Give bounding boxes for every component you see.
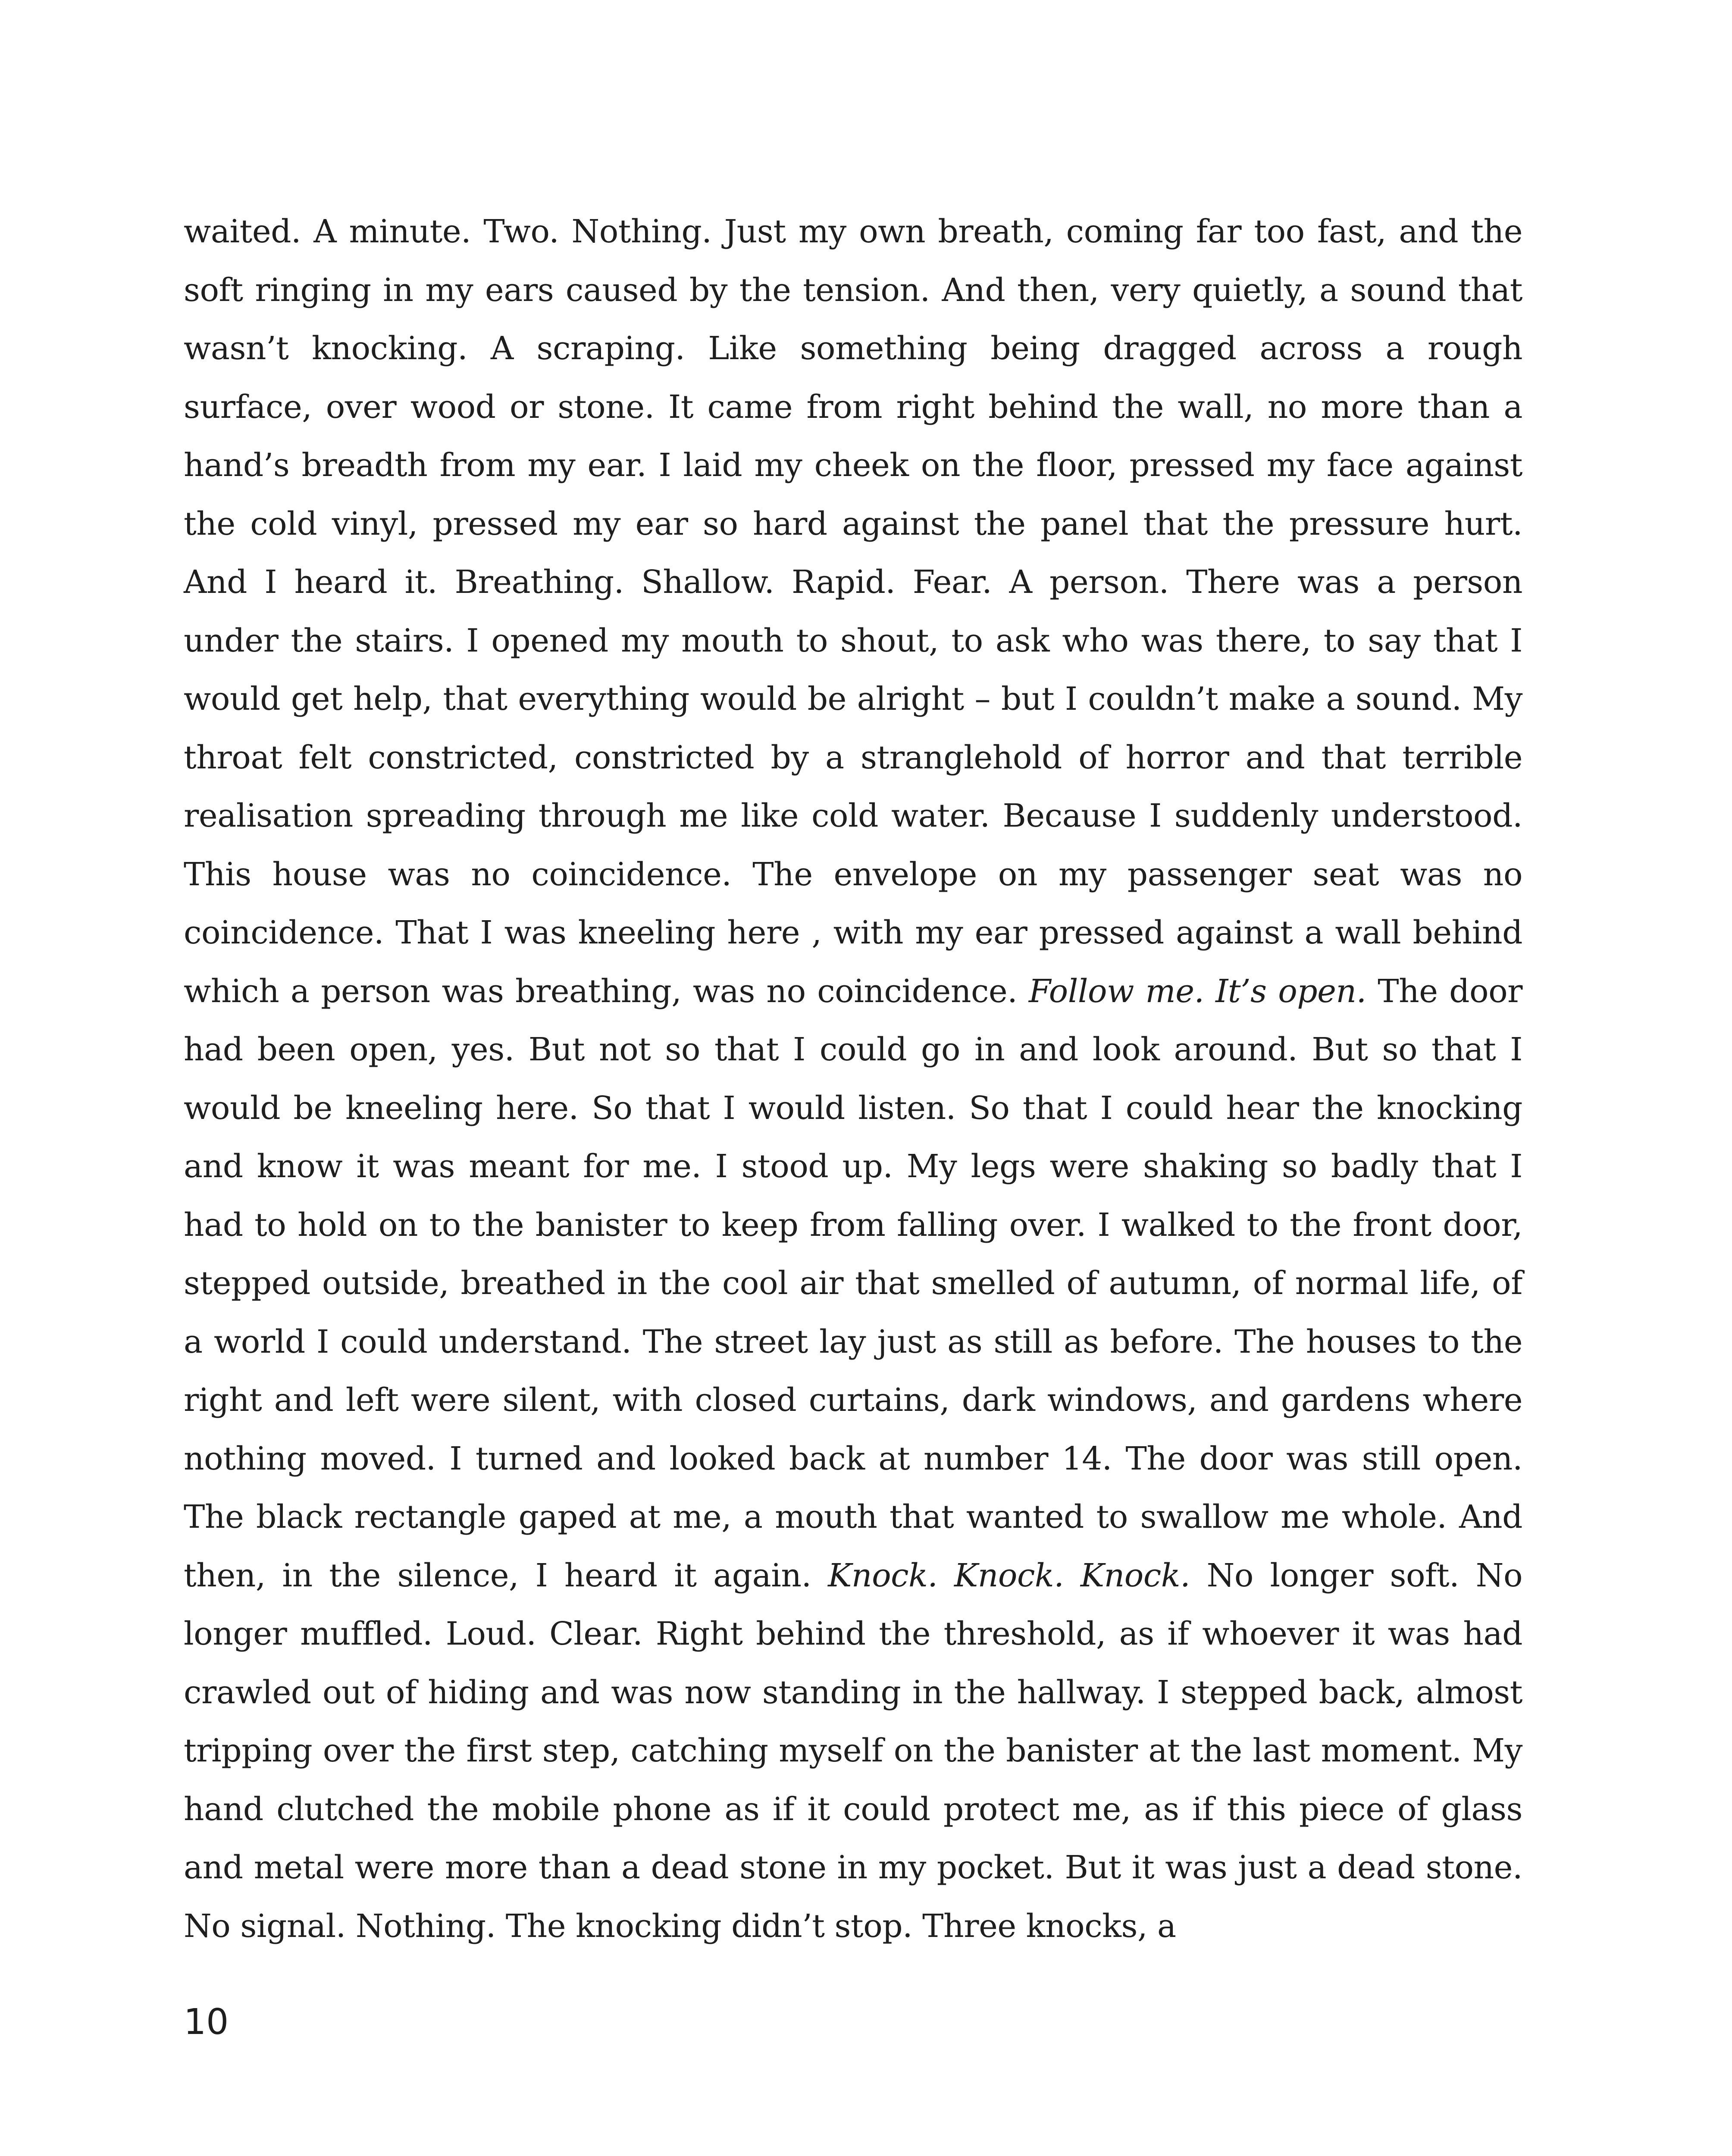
paragraph-text-part-1: waited. A minute. Two. Nothing. Just my own breath, coming far too fast, and the soft ringing in my ears caused by the tension. And then, very quietly, a sound that wasn’t knocking. A scraping. Like something being dragged across a rough surface, over wood or stone. It came from right behind the wall, no more than a hand’s breadth from my ear. I laid my cheek on the floor, pressed my face against the cold vinyl, pressed my ear so hard against the panel that the pressure hurt. And I heard it. Breathing. Shallow. Rapid. Fear. A person. There was a person under the stairs. I opened my mouth to shout, to ask who was there, to say that I would get help, that everything would be alright – but I couldn’t make a sound. My throat felt constricted, constricted by a stranglehold of horror and that terrible realisation spreading through me like cold water. Because I suddenly understood. This house was no coincidence. The envelope on my passenger seat was no coincidence. That I was kneeling here , with my ear pressed against a wall behind which a person was breathing, was no coincidence. — [184, 213, 1522, 1010]
paragraph-text-part-3: No longer soft. No longer muffled. Loud. Clear. Right behind the threshold, as if whoever it was had crawled out of hiding and was now standing in the hallway. I stepped back, almost tripping over the first step, catching myself on the banister at the last moment. My hand clutched the mobile phone as if it could protect me, as if this piece of glass and metal were more than a dead stone in my pocket. But it was just a dead stone. No signal. Nothing. The knocking didn’t stop. Three knocks, a — [184, 1557, 1522, 1945]
paragraph-text-part-2: The door had been open, yes. But not so that I could go in and look around. But so that I would be kneeling here. So that I would listen. So that I could hear the knocking and know it was meant for me. I stood up. My legs were shaking so badly that I had to hold on to the banister to keep from falling over. I walked to the front door, stepped outside, breathed in the cool air that smelled of autumn, of normal life, of a world I could understand. The street lay just as still as before. The houses to the right and left were silent, with closed curtains, dark windows, and gardens where nothing moved. I turned and looked back at number 14. The door was still open. The black rectangle gaped at me, a mouth that wanted to swallow me whole. And then, in the silence, I heard it again. — [184, 972, 1523, 1594]
body-paragraph — [184, 203, 1522, 1955]
page-number: 10 — [184, 2002, 229, 2043]
italic-phrase-follow-me: Follow me. It’s open. — [1028, 972, 1366, 1010]
italic-phrase-knock: Knock. Knock. Knock. — [828, 1557, 1190, 1594]
